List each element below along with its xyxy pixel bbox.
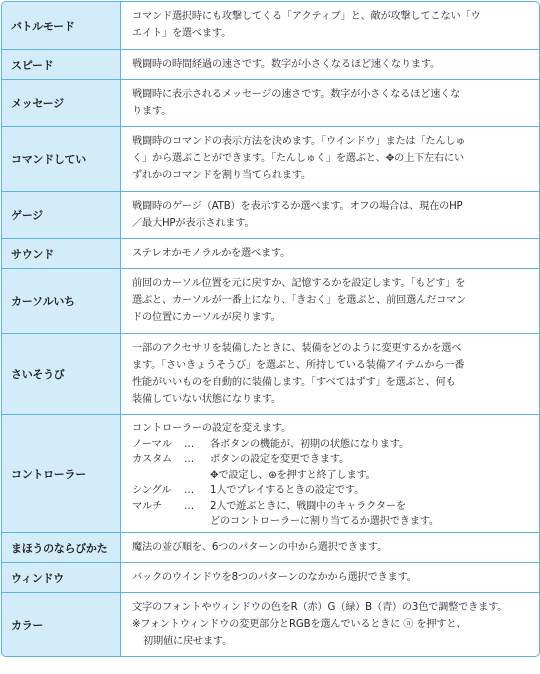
option-key: カスタム — [132, 454, 172, 465]
description-line: ドの位置にカーソルが戻ります。 — [132, 312, 281, 323]
option-separator: … — [184, 454, 194, 465]
description-line: 戦闘時のコマンドの表示方法を決めます。「ウインドウ」または「たんしゅ — [132, 136, 466, 147]
option-key: ノーマル — [132, 438, 172, 450]
description-line: 初期値に戻せます。 — [143, 636, 233, 647]
option-key: シングル — [132, 485, 172, 496]
description-line: 戦闘時のゲージ（ATB）を表示するか選べます。オフの場合は、現在のHP — [132, 201, 463, 212]
table-row — [2, 563, 539, 592]
description-line: ※フォントウィンドウの変更部分とRGBを選んでいるときに ⓐ を押すと、 — [132, 619, 467, 630]
option-description — [121, 415, 539, 532]
controller-option — [132, 452, 531, 468]
option-name: ウィンドウ — [2, 563, 120, 592]
table-row — [2, 2, 539, 49]
option-text: 各ボタンの機能が、初期の状態になります。 — [210, 438, 409, 450]
option-text: 2人で遊ぶときに、戦闘中のキャラクターを — [210, 500, 406, 512]
option-text-continued: ✥で設定し、⊛を押すと終了します。 — [210, 469, 376, 481]
option-description — [121, 2, 539, 49]
option-description — [121, 593, 539, 656]
description-line: ずれかのコマンドを割り当てられます。 — [132, 170, 311, 181]
description-line: エイト」を選べます。 — [132, 28, 232, 39]
table-row — [2, 334, 539, 414]
description-line: 装備していない状態になります。 — [132, 394, 281, 405]
description-line: ／最大HPが表示されます。 — [132, 218, 255, 229]
table-row — [2, 239, 539, 268]
option-description — [121, 80, 539, 126]
table-row — [2, 192, 539, 238]
option-description — [121, 239, 539, 268]
description-line: コントローラーの設定を変えます。 — [132, 423, 291, 434]
option-separator: … — [184, 485, 194, 496]
table-row — [2, 415, 539, 532]
table-row — [2, 127, 539, 191]
table-row — [2, 593, 539, 656]
option-name: スピード — [2, 50, 120, 79]
table-row — [2, 80, 539, 126]
option-key: マルチ — [132, 500, 162, 512]
description-line: 戦闘時に表示されるメッセージの速さです。数字が小さくなるほど速くな — [132, 89, 461, 100]
option-separator: … — [184, 438, 194, 450]
option-text: 1人でプレイするときの設定です。 — [210, 485, 365, 496]
option-name: さいそうび — [2, 334, 120, 414]
controller-option — [132, 483, 531, 499]
description-line: ります。 — [132, 106, 172, 117]
controller-option — [132, 499, 531, 515]
option-description — [121, 192, 539, 238]
controller-option — [132, 437, 531, 453]
table-row — [2, 50, 539, 79]
table-row — [2, 269, 539, 333]
description-line: 魔法の並び順を、6つのパターンの中から選択できます。 — [132, 542, 387, 553]
option-name: カーソルいち — [2, 269, 120, 333]
description-line: バックのウインドウを8つのパターンのなかから選択できます。 — [132, 572, 417, 583]
description-line: く」から選ぶことができます。「たんしゅく」を選ぶと、✥の上下左右にい — [132, 153, 465, 164]
description-line: 文字のフォントやウィンドウの色をR（赤）G（緑）B（青）の3色で調整できます。 — [132, 602, 508, 613]
option-description — [121, 533, 539, 562]
option-description — [121, 127, 539, 191]
description-line: 性能がいいものを自動的に装備します。「すべてはずす」を選ぶと、何も — [132, 377, 456, 388]
description-line: 戦闘時の時間経過の速さです。数字が小さくなるほど速くなります。 — [132, 59, 440, 70]
option-name: まほうのならびかた — [2, 533, 120, 562]
option-name: サウンド — [2, 239, 120, 268]
option-text-continued: どのコントローラーに割り当てるか選択できます。 — [210, 516, 439, 527]
option-name: コントローラー — [2, 415, 120, 532]
option-name: ゲージ — [2, 192, 120, 238]
description-line: 一部のアクセサリを装備したときに、装備をどのように変更するかを選べ — [132, 343, 462, 354]
option-separator: … — [184, 500, 194, 512]
description-line: コマンド選択時にも攻撃してくる「アクティブ」と、敵が攻撃してこない「ウ — [132, 11, 481, 22]
option-description — [121, 563, 539, 592]
description-line: 前回のカーソル位置を元に戻すか、記憶するかを設定します。「もどす」を — [132, 278, 466, 289]
option-name: コマンドしてい — [2, 127, 120, 191]
option-name: バトルモード — [2, 2, 120, 49]
option-description — [121, 269, 539, 333]
description-line: ステレオかモノラルかを選べます。 — [132, 248, 291, 259]
option-name: メッセージ — [2, 80, 120, 126]
option-description — [121, 50, 539, 79]
config-options-table — [1, 1, 540, 657]
description-line: ます。「さいきょうそうび」を選ぶと、所持している装備アイテムから一番 — [132, 360, 465, 371]
option-description — [121, 334, 539, 414]
description-line: 選ぶと、カーソルが一番上になり、「きおく」を選ぶと、前回選んだコマン — [132, 295, 467, 306]
option-text: ボタンの設定を変更できます。 — [210, 454, 350, 465]
table-row — [2, 533, 539, 562]
option-name: カラー — [2, 593, 120, 656]
